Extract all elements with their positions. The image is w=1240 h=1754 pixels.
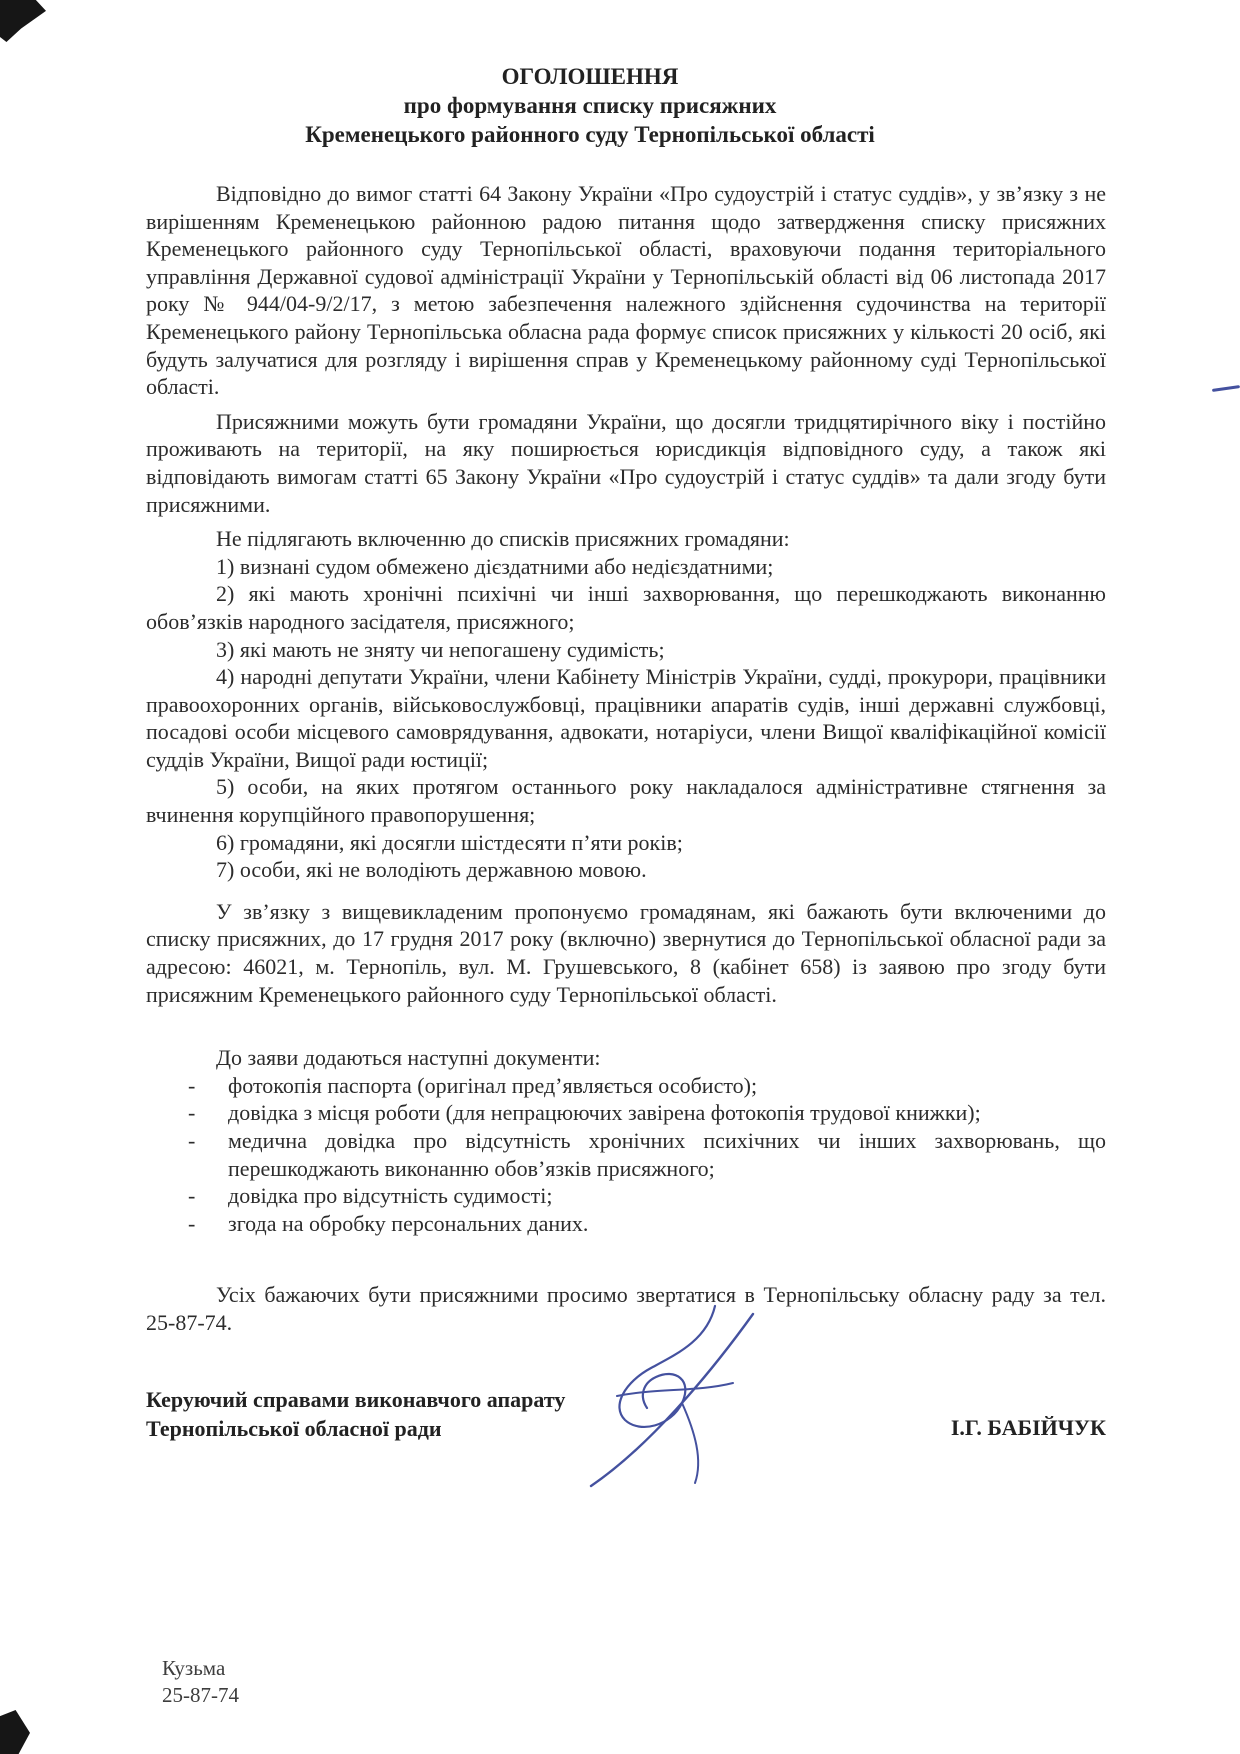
signatory-position-line-2: Тернопільської обласної ради: [146, 1415, 442, 1441]
signatory-name: І.Г. БАБІЙЧУК: [950, 1414, 1106, 1440]
document-item-text: згода на обробку персональних даних.: [228, 1210, 589, 1236]
document-item-text: довідка про відсутність судимості;: [228, 1183, 553, 1209]
executor-block: [162, 1655, 1106, 1709]
dash-icon: -: [188, 1072, 196, 1098]
document-item-2: [146, 1099, 1106, 1127]
document-item-3: [146, 1127, 1106, 1182]
dash-icon: -: [188, 1128, 196, 1153]
handwritten-signature: [555, 1300, 815, 1495]
scan-artifact-pen-dash: [1212, 385, 1240, 392]
paragraph-legal-basis: Відповідно до вимог статті 64 Закону України «Про судоустрій і статус суддів», у зв’язку з не вирішенням Кременецькою районною радою питання щодо затвердження списку присяжних Кременецького районного суду Тернопільської області, враховуючи подання територіального управління Державної судової адміністрації України у Тернопільській області від 06 листопада 2017 року № 944/04-9/2/17, з метою забезпечення належного здійснення судочинства на території Кременецького району Тернопільська обласна рада формує список присяжних у кількості 20 осіб, які будуть залучатися для розгляду і вирішення справ у Кременецькому районному суді Тернопільської області.: [146, 181, 1106, 400]
document-item-5: [146, 1210, 1106, 1238]
documents-intro: До заяви додаються наступні документи:: [216, 1045, 601, 1071]
exclusion-item-3: 3) які мають не зняту чи непогашену судимість;: [216, 636, 665, 662]
document-item-4: [146, 1182, 1106, 1210]
document-item-text: медична довідка про відсутність хронічних психічних чи інших захворювань, що перешкоджають виконанню обов’язків присяжного;: [228, 1128, 1106, 1181]
scan-artifact-bottom-left: [0, 1710, 30, 1754]
exclusion-item-2: 2) які мають хронічні психічні чи інші захворювання, що перешкоджають виконанню обов’язків народного засідателя, присяжного;: [146, 581, 1106, 634]
signatory-position-line-1: Керуючий справами виконавчого апарату: [146, 1386, 566, 1412]
dash-icon: -: [188, 1100, 196, 1126]
document-item-text: фотокопія паспорта (оригінал пред’являється особисто);: [228, 1072, 758, 1098]
exclusion-item-1: 1) визнані судом обмежено дієздатними або недієздатними;: [216, 553, 774, 579]
document-item-1: [146, 1072, 1106, 1100]
document-title-block: [110, 0, 1070, 149]
document-item-text: довідка з місця роботи (для непрацюючих завірена фотокопія трудової книжки);: [228, 1100, 981, 1126]
page-subtitle-2: Кременецького районного суду Тернопільської області: [305, 122, 875, 147]
dash-icon: -: [188, 1210, 196, 1236]
exclusion-item-5: 5) особи, на яких протягом останнього року накладалося адміністративне стягнення за вчинення корупційного правопорушення;: [146, 774, 1106, 828]
scan-artifact-top-left: [0, 0, 46, 42]
exclusions-intro: Не підлягають включенню до списків присяжних громадяни:: [216, 526, 790, 552]
exclusion-item-7: 7) особи, які не володіють державною мовою.: [216, 857, 647, 883]
closing-paragraph: Усіх бажаючих бути присяжними просимо звертатися в Тернопільську обласну раду за тел. 25-87-74.: [146, 1282, 1106, 1335]
signatory-position: [146, 1385, 565, 1443]
dash-icon: -: [188, 1183, 196, 1209]
exclusion-item-6: 6) громадяни, які досягли шістдесяти п’яти років;: [216, 829, 683, 855]
exclusion-item-4: 4) народні депутати України, члени Кабінету Міністрів України, судді, прокурори, працівники правоохоронних органів, військовослужбовці, працівники апаратів судів, інші державні службовці, посадові особи місцевого самоврядування, адвокати, нотаріуси, члени Вищої кваліфікаційної комісії суддів України, Вищої ради юстиції;: [146, 664, 1106, 772]
paragraph-application-invitation: У зв’язку з вищевикладеним пропонуємо громадянам, які бажають бути включеними до списку присяжних, до 17 грудня 2017 року (включно) звернутися до Тернопільської обласної ради за адресою: 46021, м. Тернопіль, вул. М. Грушевського, 8 (кабінет 658) із заявою про згоду бути присяжним Кременецького районного суду Тернопільської області.: [146, 898, 1106, 1007]
paragraph-eligibility: Присяжними можуть бути громадяни України, що досягли тридцятирічного віку і постійно проживають на території, на яку поширюється юрисдикція відповідного суду, а також які відповідають вимогам статті 65 Закону України «Про судоустрій і статус суддів» та дали згоду бути присяжними.: [146, 408, 1106, 517]
executor-phone: 25-87-74: [162, 1682, 239, 1707]
page-title: ОГОЛОШЕННЯ: [501, 64, 679, 89]
executor-name: Кузьма: [162, 1655, 226, 1680]
page-subtitle-1: про формування списку присяжних: [403, 93, 777, 118]
